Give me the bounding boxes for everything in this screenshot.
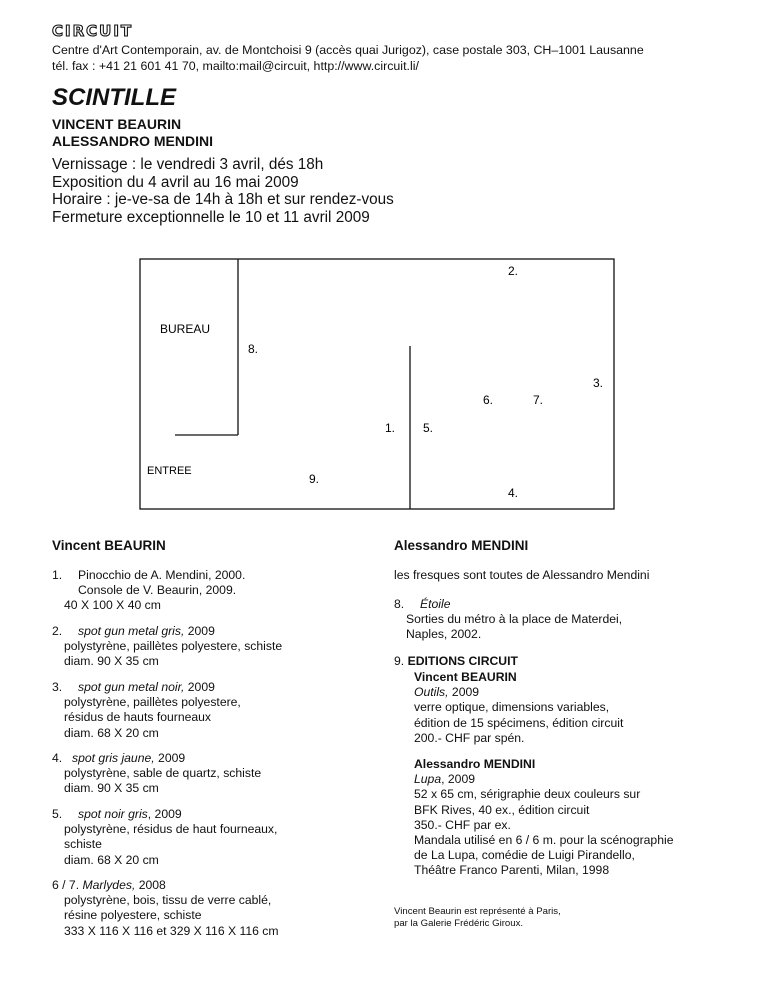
edition-text: 52 x 65 cm, sérigraphie deux couleurs sur (414, 787, 641, 802)
artwork-item-3 (52, 680, 241, 741)
plan-number-4: 4. (508, 486, 519, 500)
edition-year: 2009 (448, 685, 480, 700)
item-materials: polystyrène, résidus de haut fourneaux, (64, 822, 278, 837)
item-title: Étoile (420, 597, 451, 611)
item-number: 2. (52, 624, 63, 638)
item-materials: schiste (64, 837, 102, 852)
edition-title: Lupa (414, 772, 442, 787)
edition-text: de La Lupa, comédie de Luigi Pirandello, (414, 848, 635, 863)
item-materials: polystyrène, paillètes polyestere, schiste (64, 639, 283, 654)
info-line: Fermeture exceptionnelle le 10 et 11 avril 2009 (52, 208, 370, 226)
item-title: spot gun metal noir, (78, 680, 185, 694)
edition-title: Outils, (414, 685, 449, 700)
item-number: 6 / 7. (52, 878, 80, 892)
item-dimensions: diam. 90 X 35 cm (64, 781, 159, 796)
item-year: , 2009 (147, 807, 182, 821)
item-materials: résidus de hauts fourneaux (64, 710, 212, 725)
editions-label: EDITIONS CIRCUIT (407, 654, 518, 668)
gallery-outline (140, 259, 614, 509)
plan-label-entree: ENTREE (147, 465, 192, 477)
edition-artist: Alessandro MENDINI (414, 757, 536, 771)
item-title: spot noir gris (78, 807, 148, 821)
artwork-item-5 (52, 807, 277, 868)
editions-heading (394, 654, 518, 669)
item-text: Sorties du métro à la place de Materdei, (406, 612, 623, 627)
item-title: spot gris jaune, (72, 751, 155, 765)
item-dimensions: 40 X 100 X 40 cm (64, 598, 161, 613)
edition-text: Mandala utilisé en 6 / 6 m. pour la scénographie (414, 833, 674, 848)
item-text: Pinocchio de A. Mendini, 2000. (78, 568, 246, 582)
item-number: 5. (52, 807, 63, 821)
item-year: 2009 (184, 624, 215, 638)
item-materials: polystyrène, sable de quartz, schiste (64, 766, 262, 781)
item-dimensions: diam. 68 X 20 cm (64, 725, 159, 740)
artwork-item-8 (394, 597, 622, 643)
exhibition-title: SCINTILLE (52, 84, 176, 111)
edition-lupa (414, 757, 673, 879)
representation-note (394, 906, 561, 930)
plan-number-3: 3. (593, 376, 604, 390)
fresques-note: les fresques sont toutes de Alessandro Mendini (394, 568, 650, 582)
footnote-line: Vincent Beaurin est représenté à Paris, (394, 906, 561, 917)
edition-year: , 2009 (441, 772, 476, 787)
artist-name: ALESSANDRO MENDINI (52, 133, 214, 149)
plan-number-2: 2. (508, 264, 519, 278)
plan-label-bureau: BUREAU (160, 322, 211, 336)
info-line: Horaire : je-ve-sa de 14h à 18h et sur rendez-vous (52, 191, 394, 208)
circuit-logo: CIRCUIT (52, 22, 134, 40)
item-number: 1. (52, 568, 63, 582)
plan-number-9: 9. (309, 472, 320, 486)
item-title: spot gun metal gris, (78, 624, 185, 638)
item-number: 9. (394, 654, 405, 668)
edition-artist: Vincent BEAURIN (414, 670, 517, 684)
item-number: 3. (52, 680, 63, 694)
plan-number-6: 6. (483, 393, 494, 407)
item-materials: polystyrène, bois, tissu de verre cablé, (64, 893, 272, 908)
footnote-line: par la Galerie Frédéric Giroux. (394, 918, 524, 929)
item-year: 2009 (154, 751, 186, 765)
plan-number-7: 7. (533, 393, 544, 407)
plan-number-1: 1. (385, 421, 396, 435)
artwork-item-1 (52, 568, 245, 614)
artist-name: VINCENT BEAURIN (52, 116, 182, 132)
plan-number-5: 5. (423, 421, 434, 435)
edition-price: 350.- CHF par ex. (414, 817, 511, 832)
item-text: Console de V. Beaurin, 2009. (78, 583, 237, 598)
info-line: Vernissage : le vendredi 3 avril, dés 18h (52, 156, 324, 173)
item-year: 2008 (135, 878, 166, 892)
artwork-item-6-7 (52, 878, 279, 939)
item-dimensions: diam. 68 X 20 cm (64, 852, 159, 867)
item-materials: résine polyestere, schiste (64, 908, 202, 923)
item-year: 2009 (184, 680, 215, 694)
plan-number-8: 8. (248, 342, 259, 356)
item-text: Naples, 2002. (406, 627, 482, 642)
artwork-item-4 (52, 751, 261, 797)
item-dimensions: 333 X 116 X 116 et 329 X 116 X 116 cm (64, 923, 279, 938)
artwork-item-2 (52, 624, 282, 670)
info-line: Exposition du 4 avril au 16 mai 2009 (52, 173, 299, 191)
edition-text: édition de 15 spécimens, édition circuit (414, 715, 624, 730)
edition-price: 200.- CHF par spén. (414, 730, 525, 745)
edition-text: BFK Rives, 40 ex., édition circuit (414, 802, 590, 817)
edition-text: verre optique, dimensions variables, (414, 700, 610, 715)
right-column-heading: Alessandro MENDINI (394, 538, 529, 553)
contact-line: tél. fax : +41 21 601 41 70, mailto:mail@circuit, http://www.circuit.li/ (52, 59, 419, 73)
item-number: 8. (394, 597, 405, 611)
item-materials: polystyrène, paillètes polyestere, (64, 695, 241, 710)
left-column-heading: Vincent BEAURIN (52, 538, 166, 553)
edition-outils (414, 670, 623, 746)
item-dimensions: diam. 90 X 35 cm (64, 654, 159, 669)
address-line: Centre d'Art Contemporain, av. de Montchoisi 9 (accès quai Jurigoz), case postale 303, CH–1001 Lausanne (52, 43, 644, 57)
item-title: Marlydes, (82, 878, 136, 892)
item-number: 4. (52, 751, 63, 765)
edition-text: Théâtre Franco Parenti, Milan, 1998 (414, 863, 610, 878)
